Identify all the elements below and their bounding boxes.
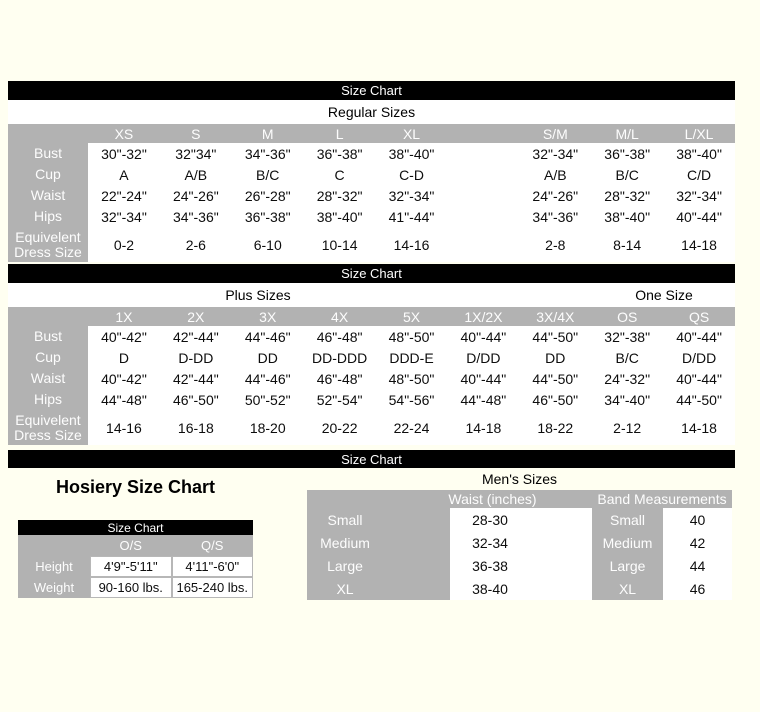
corner-cell [8,307,88,326]
waist-value-cell: 36-38 [450,554,592,577]
size-value-cell: C/D [663,164,735,185]
size-value-cell: 38"-40" [376,143,448,164]
size-value-cell: 34"-36" [160,206,232,227]
column-header-cell: 2X [160,307,232,326]
table-row-cup [8,347,735,368]
size-value-cell: 14-18 [447,410,519,445]
table-row-hips [8,206,735,227]
size-value-cell: 46"-50" [519,389,591,410]
size-value-cell: 32"-34" [663,185,735,206]
size-value-cell: 52"-54" [304,389,376,410]
size-value-cell: 40"-44" [663,326,735,347]
size-value-cell: 18-20 [232,410,304,445]
size-value-cell: 38"-40" [663,143,735,164]
row-label: Cup [8,347,88,368]
size-value-cell: C [304,164,376,185]
size-value-cell: DD [519,347,591,368]
column-header-cell: 1X [88,307,160,326]
size-value-cell: 42"-44" [160,368,232,389]
size-value-cell: 44"-50" [519,326,591,347]
size-value-cell: A/B [519,164,591,185]
column-header-qs: Q/S [172,535,254,556]
corner-cell [18,535,90,556]
size-value-cell: 36"-38" [232,206,304,227]
size-value-cell: 34"-36" [519,206,591,227]
regular-header-row [8,124,735,143]
size-value-cell: 22"-24" [88,185,160,206]
size-value-cell [447,185,519,206]
band-value-cell: 44 [663,554,732,577]
table-row-hips [8,389,735,410]
plus-sizes-title: Plus Sizes [225,287,291,303]
mens-sizes-title: Men's Sizes [481,471,558,487]
column-header-cell: OS [591,307,663,326]
size-value-cell: 24"-32" [591,368,663,389]
hosiery-table-header: Size Chart [18,520,253,535]
hosiery-column-header-row [18,535,253,556]
size-value-cell [447,143,519,164]
size-value-cell: 44"-46" [232,368,304,389]
mens-waist-rows [307,508,592,600]
size-label: Medium [307,531,450,554]
qs-value-cell: 4'11"-6'0" [172,556,254,577]
size-value-cell: 38"-40" [591,206,663,227]
size-label: XL [592,577,663,600]
size-value-cell: 14-18 [663,227,735,262]
row-label: Hips [8,206,88,227]
mens-size-row [307,554,592,577]
size-value-cell: 44"-50" [519,368,591,389]
size-value-cell: D/DD [447,347,519,368]
qs-value-cell: 165-240 lbs. [172,577,254,598]
size-value-cell: 38"-40" [304,206,376,227]
table-row-dress-size [8,227,735,262]
row-cells [88,185,735,206]
row-cells [88,389,735,410]
size-value-cell: B/C [232,164,304,185]
row-label: Weight [18,577,90,598]
waist-value-cell: 32-34 [450,531,592,554]
row-label: Equivelent Dress Size [8,410,88,445]
row-label: Equivelent Dress Size [8,227,88,262]
mens-size-row [592,508,732,531]
column-header-cell: L/XL [663,124,735,143]
size-value-cell [447,227,519,262]
column-header-cell: 4X [304,307,376,326]
size-value-cell: 22-24 [376,410,448,445]
size-value-cell: 30"-32" [88,143,160,164]
size-value-cell: 41"-44" [376,206,448,227]
row-cells [88,368,735,389]
size-value-cell: 2-12 [591,410,663,445]
plus-sizes-table [8,307,735,445]
size-value-cell: 36"-38" [304,143,376,164]
table-row-waist [8,185,735,206]
table-row-bust [8,326,735,347]
corner-cell [8,124,88,143]
size-value-cell: 44"-46" [232,326,304,347]
size-value-cell: 14-16 [88,410,160,445]
size-value-cell: 32"34" [160,143,232,164]
size-value-cell: 8-14 [591,227,663,262]
row-label: Bust [8,326,88,347]
size-chart-bar-plus: Size Chart [8,264,735,283]
size-value-cell: 44"-48" [88,389,160,410]
mens-size-row [307,577,592,600]
column-header-cell: 3X/4X [519,307,591,326]
size-chart-bar-bottom: Size Chart [8,450,735,468]
size-value-cell: D/DD [663,347,735,368]
size-value-cell: D-DD [160,347,232,368]
column-header-cell: S [160,124,232,143]
size-value-cell: 50"-52" [232,389,304,410]
size-value-cell: DD [232,347,304,368]
row-label: Height [18,556,90,577]
size-value-cell: 44"-48" [447,389,519,410]
size-value-cell: 2-6 [160,227,232,262]
size-value-cell: A/B [160,164,232,185]
band-value-cell: 42 [663,531,732,554]
size-value-cell: C-D [376,164,448,185]
row-cells [88,347,735,368]
row-cells [88,206,735,227]
size-value-cell: 40"-44" [663,206,735,227]
mens-band-rows [592,508,732,600]
size-value-cell: 46"-48" [304,368,376,389]
size-value-cell: 40"-42" [88,368,160,389]
size-value-cell: 26"-28" [232,185,304,206]
size-value-cell: 32"-34" [88,206,160,227]
mens-band-table [592,490,732,600]
plus-sizes-title-band [8,283,735,307]
size-value-cell: 2-8 [519,227,591,262]
size-value-cell: 24"-26" [519,185,591,206]
size-value-cell: A [88,164,160,185]
size-value-cell: 54"-56" [376,389,448,410]
size-label: Small [592,508,663,531]
column-header-cell: XS [88,124,160,143]
size-value-cell: 40"-42" [88,326,160,347]
hosiery-rows [18,556,253,598]
plus-header-row [8,307,735,326]
band-value-cell: 40 [663,508,732,531]
mens-size-row [592,531,732,554]
size-value-cell: 32"-38" [591,326,663,347]
mens-size-row [307,531,592,554]
size-value-cell: 46"-48" [304,326,376,347]
regular-sizes-table [8,124,735,262]
size-value-cell: 46"-50" [160,389,232,410]
column-header-cell: M [232,124,304,143]
size-value-cell: B/C [591,347,663,368]
column-header-cell: 5X [376,307,448,326]
hosiery-row [18,577,253,598]
size-label: Large [592,554,663,577]
size-value-cell: 10-14 [304,227,376,262]
os-value-cell: 4'9"-5'11" [90,556,172,577]
size-value-cell: 34"-40" [591,389,663,410]
table-row-cup [8,164,735,185]
size-value-cell: 48"-50" [376,368,448,389]
row-label: Cup [8,164,88,185]
row-cells [88,164,735,185]
size-value-cell: B/C [591,164,663,185]
mens-size-row [307,508,592,531]
column-header-cell: 1X/2X [447,307,519,326]
size-value-cell: 32"-34" [376,185,448,206]
size-value-cell: 24"-26" [160,185,232,206]
hosiery-table [18,520,253,598]
size-value-cell: 40"-44" [447,368,519,389]
waist-inches-header: Waist (inches) [307,490,592,508]
size-value-cell [447,164,519,185]
column-header-os: O/S [90,535,172,556]
os-value-cell: 90-160 lbs. [90,577,172,598]
size-value-cell: 20-22 [304,410,376,445]
mens-waist-table [307,490,592,600]
column-header-cell: 3X [232,307,304,326]
row-cells [88,410,735,445]
band-value-cell: 46 [663,577,732,600]
size-value-cell: 34"-36" [232,143,304,164]
column-header-cell: L [304,124,376,143]
mens-size-row [592,577,732,600]
row-label: Hips [8,389,88,410]
size-value-cell: 0-2 [88,227,160,262]
column-header-cell [447,124,519,143]
row-label: Bust [8,143,88,164]
size-value-cell: D [88,347,160,368]
size-value-cell: 32"-34" [519,143,591,164]
column-header-cell: M/L [591,124,663,143]
row-cells [88,227,735,262]
size-value-cell: 44"-50" [663,389,735,410]
band-measurements-header: Band Measurements [592,490,732,508]
size-label: XL [307,577,450,600]
size-value-cell: 28"-32" [591,185,663,206]
mens-size-row [592,554,732,577]
size-value-cell [447,206,519,227]
plus-column-headers [88,307,735,326]
size-value-cell: 36"-38" [591,143,663,164]
row-label: Waist [8,185,88,206]
size-label: Small [307,508,450,531]
waist-value-cell: 38-40 [450,577,592,600]
size-value-cell: 18-22 [519,410,591,445]
size-value-cell: DDD-E [376,347,448,368]
column-header-cell: S/M [519,124,591,143]
table-row-waist [8,368,735,389]
size-label: Large [307,554,450,577]
size-value-cell: 14-18 [663,410,735,445]
row-label: Waist [8,368,88,389]
size-value-cell: 40"-44" [663,368,735,389]
size-value-cell: 16-18 [160,410,232,445]
column-header-cell: XL [376,124,448,143]
table-row-bust [8,143,735,164]
size-value-cell: 6-10 [232,227,304,262]
hosiery-size-chart-title: Hosiery Size Chart [55,477,216,497]
size-value-cell: DD-DDD [304,347,376,368]
size-value-cell: 28"-32" [304,185,376,206]
waist-value-cell: 28-30 [450,508,592,531]
size-value-cell: 48"-50" [376,326,448,347]
regular-column-headers [88,124,735,143]
regular-sizes-title: Regular Sizes [8,100,735,124]
size-value-cell: 40"-44" [447,326,519,347]
size-value-cell: 42"-44" [160,326,232,347]
row-cells [88,326,735,347]
size-value-cell: 14-16 [376,227,448,262]
size-label: Medium [592,531,663,554]
hosiery-row [18,556,253,577]
column-header-cell: QS [663,307,735,326]
row-cells [88,143,735,164]
table-row-dress-size [8,410,735,445]
one-size-title: One Size [635,287,693,303]
size-chart-bar-regular: Size Chart [8,81,735,100]
